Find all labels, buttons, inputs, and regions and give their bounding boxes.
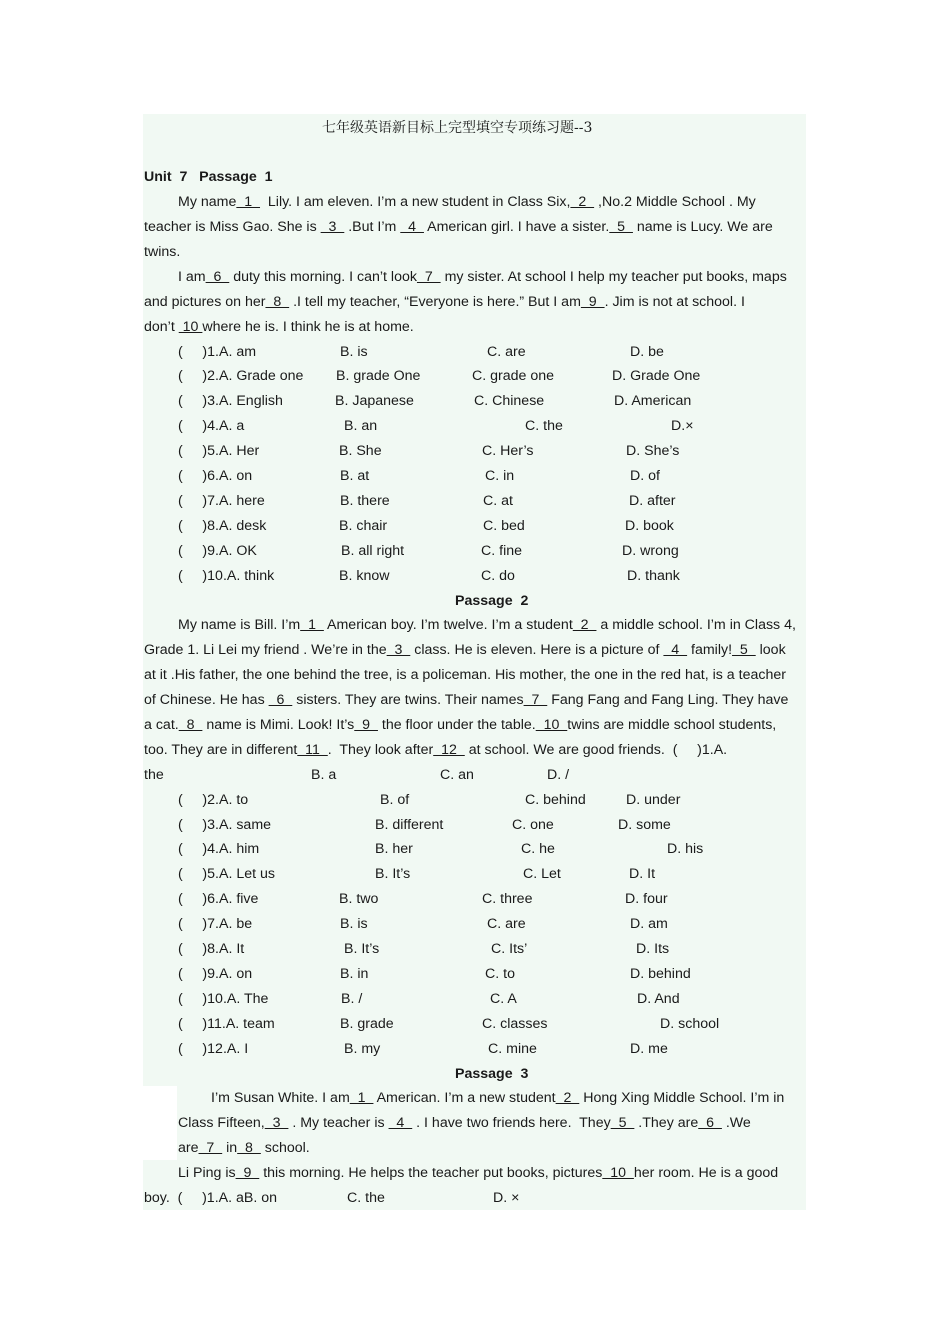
option-a: the [144, 767, 164, 783]
option-c: C. Let [523, 866, 561, 882]
option-b: B. grade [340, 1016, 394, 1032]
option-b: B. She [339, 443, 382, 459]
option-b: B. / [341, 991, 363, 1007]
option-d: D. of [630, 468, 660, 484]
option-b: B. a [311, 767, 337, 783]
option-c: C. are [487, 916, 526, 932]
option-c: C. three [482, 891, 533, 907]
option-d: D. Its [636, 941, 670, 957]
option-d: D. under [626, 792, 681, 808]
p3-line-4: Li Ping is 9 this morning. He helps the teacher put books, pictures 10 her room. He is a good [178, 1165, 779, 1181]
option-b: B. all right [341, 543, 405, 559]
option-c: C. fine [481, 543, 523, 559]
option-c: C. mine [488, 1041, 537, 1057]
question-stem: ( )8.A. It [178, 941, 245, 957]
option-b: B. know [339, 568, 390, 584]
option-c: C. Chinese [474, 393, 545, 409]
option-c: C. grade one [472, 368, 555, 384]
question-stem: ( )9.A. on [178, 966, 253, 982]
option-c: C. the [525, 418, 563, 434]
p1-line-2: teacher is Miss Gao. She is 3 .But I’m 4 American girl. I have a sister. 5 name is Lucy. We are [144, 219, 773, 235]
p2-line-5: a cat. 8 name is Mimi. Look! It’s 9 the floor under the table. 10 twins are middle school students, [144, 717, 777, 733]
question-stem: ( )3.A. English [178, 393, 283, 409]
option-d: D. / [547, 767, 570, 783]
option-b: B. is [340, 344, 368, 360]
option-d: D. me [630, 1041, 668, 1057]
passage-2-title: Passage 2 [455, 593, 529, 609]
option-b: B. in [340, 966, 369, 982]
p2-line-2: Grade 1. Li Lei my friend . We’re in the 3 class. He is eleven. Here is a picture of 4 family! 5 look [144, 642, 786, 658]
question-stem: ( )4.A. him [178, 841, 260, 857]
option-b: B. chair [339, 518, 388, 534]
option-d: D. be [630, 344, 664, 360]
question-stem: ( )5.A. Let us [178, 866, 275, 882]
option-c: C. bed [483, 518, 525, 534]
option-b: B. an [344, 418, 378, 434]
option-c: C. in [485, 468, 515, 484]
option-d: D. school [660, 1016, 720, 1032]
option-c: C. are [487, 344, 526, 360]
question-stem: ( )10.A. The [178, 991, 269, 1007]
option-c: C. behind [525, 792, 586, 808]
question-stem: ( )1.A. am [178, 344, 257, 360]
question-stem: ( )6.A. five [178, 891, 259, 907]
p3-line-2: Class Fifteen, 3 . My teacher is 4 . I have two friends here. They 5 .They are 6 .We [178, 1115, 751, 1131]
option-b: B. of [380, 792, 410, 808]
option-d: D. And [637, 991, 680, 1007]
page-title: 七年级英语新目标上完型填空专项练习题--3 [322, 120, 593, 136]
p1-line-3: twins. [144, 244, 181, 260]
p2-line-6: too. They are in different 11 . They look after 12 at school. We are good friends. ( )1.A. [144, 742, 728, 758]
passage-3-title: Passage 3 [455, 1066, 529, 1082]
question-stem: ( )7.A. here [178, 493, 265, 509]
p1-line-1: My name 1 Lily. I am eleven. I’m a new student in Class Six, 2 ,No.2 Middle School . My [178, 194, 756, 210]
option-c: C. to [485, 966, 515, 982]
question-stem: ( )8.A. desk [178, 518, 267, 534]
option-b: B. two [339, 891, 379, 907]
question-stem: ( )2.A. to [178, 792, 249, 808]
question-stem: ( )4.A. a [178, 418, 245, 434]
option-d: D. some [618, 817, 671, 833]
option-c: C. at [483, 493, 513, 509]
p2-line-4: of Chinese. He has 6 sisters. They are twins. Their names 7 Fang Fang and Fang Ling. They have [144, 692, 789, 708]
option-c: C. he [521, 841, 555, 857]
option-b: B. is [340, 916, 368, 932]
option-c: C. A [490, 991, 517, 1007]
question-stem: ( )9.A. OK [178, 543, 257, 559]
question-stem: ( )12.A. I [178, 1041, 249, 1057]
option-d: D.× [671, 418, 694, 434]
p3-line-1: I’m Susan White. I am 1 American. I’m a new student 2 Hong Xing Middle School. I’m in [211, 1090, 785, 1106]
option-d: D. after [629, 493, 676, 509]
p2-line-1: My name is Bill. I’m 1 American boy. I’m twelve. I’m a student 2 a middle school. I’m in Class 4, [178, 617, 796, 633]
question-stem: ( )7.A. be [178, 916, 253, 932]
option-d: D. behind [630, 966, 691, 982]
question-stem: ( )5.A. Her [178, 443, 260, 459]
option-d: D. book [625, 518, 674, 534]
option-b: B. at [340, 468, 370, 484]
option-c: C. Her’s [482, 443, 534, 459]
option-c: C. one [512, 817, 554, 833]
option-d: D. am [630, 916, 668, 932]
p1-line-6: don’t 10 where he is. I think he is at home. [144, 319, 414, 335]
option-d: D. four [625, 891, 668, 907]
question-stem: ( )2.A. Grade one [178, 368, 304, 384]
option-b: B. my [344, 1041, 381, 1057]
p1-line-5: and pictures on her 8 .I tell my teacher, “Everyone is here.” But I am 9 . Jim is not at school. I [144, 294, 745, 310]
option-d: D. wrong [622, 543, 679, 559]
option-d: D. Grade One [612, 368, 701, 384]
option-d: D. his [667, 841, 704, 857]
option-c: C. an [440, 767, 474, 783]
unit-heading: Unit 7 Passage 1 [144, 169, 273, 185]
option-c: C. classes [482, 1016, 548, 1032]
option-d: D. × [493, 1190, 520, 1206]
option-b: B. It’s [375, 866, 411, 882]
option-c: C. do [481, 568, 515, 584]
option-b: B. Japanese [335, 393, 414, 409]
option-b: B. there [340, 493, 390, 509]
question-stem: ( )10.A. think [178, 568, 275, 584]
option-b: B. grade One [336, 368, 421, 384]
question-stem: ( )6.A. on [178, 468, 253, 484]
question-stem: ( )11.A. team [178, 1016, 275, 1032]
p2-line-3: at it .His father, the one behind the tree, is a policeman. His mother, the one in the red hat, is a teacher [144, 667, 786, 683]
option-b: B. her [375, 841, 413, 857]
option-d: D. thank [627, 568, 680, 584]
option-d: D. It [629, 866, 656, 882]
question-stem: boy. ( )1.A. aB. on [144, 1190, 277, 1206]
option-b: B. It’s [344, 941, 380, 957]
option-b: B. different [375, 817, 444, 833]
p3-line-3: are 7 in 8 school. [178, 1140, 310, 1156]
option-d: D. American [614, 393, 692, 409]
option-d: D. She’s [626, 443, 680, 459]
option-c: C. the [347, 1190, 385, 1206]
question-stem: ( )3.A. same [178, 817, 272, 833]
option-c: C. Its’ [491, 941, 528, 957]
p1-line-4: I am 6 duty this morning. I can’t look 7 my sister. At school I help my teacher put books, maps [178, 269, 787, 285]
